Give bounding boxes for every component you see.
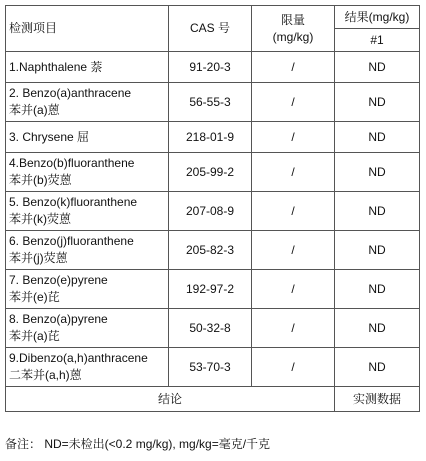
conclusion-value: 实测数据 (335, 387, 420, 412)
compound-name-en: 9.Dibenzo(a,h)anthracene (9, 351, 148, 365)
compound-name-en: 6. Benzo(j)fluoranthene (9, 234, 134, 248)
compound-name-cn: 苯并(k)荧蒽 (9, 212, 71, 226)
cas-number: 53-70-3 (169, 348, 252, 387)
header-item: 检测项目 (6, 6, 169, 52)
table-row (6, 52, 420, 83)
result-value: ND (335, 52, 420, 83)
result-value: ND (335, 309, 420, 348)
compound-name-cn: 苯并(j)荧蒽 (9, 251, 68, 265)
compound-name (6, 231, 169, 270)
limit-value: / (252, 83, 335, 122)
compound-name (6, 192, 169, 231)
cas-number: 91-20-3 (169, 52, 252, 83)
result-value: ND (335, 122, 420, 153)
limit-value: / (252, 153, 335, 192)
table-row (6, 83, 420, 122)
header-result: 结果(mg/kg) (335, 6, 420, 29)
header-limit-line1: 限量 (280, 12, 305, 27)
compound-name-en: 2. Benzo(a)anthracene (9, 86, 132, 100)
compound-name-en: 1.Naphthalene 萘 (9, 59, 103, 74)
compound-name-cn: 苯并(a)芘 (9, 329, 60, 343)
compound-name (6, 348, 169, 387)
compound-name (6, 270, 169, 309)
limit-value: / (252, 348, 335, 387)
limit-value: / (252, 192, 335, 231)
compound-name-en: 3. Chrysene 屈 (9, 129, 90, 144)
cas-number: 218-01-9 (169, 122, 252, 153)
header-cas: CAS 号 (169, 6, 252, 52)
conclusion-label: 结论 (6, 387, 335, 412)
table-row (6, 348, 420, 387)
compound-name-cn: 二苯并(a,h)蒽 (9, 368, 82, 382)
result-value: ND (335, 192, 420, 231)
compound-name-en: 7. Benzo(e)pyrene (9, 273, 108, 287)
cas-number: 56-55-3 (169, 83, 252, 122)
header-limit-line2: (mg/kg) (272, 29, 314, 44)
cas-number: 192-97-2 (169, 270, 252, 309)
cas-number: 50-32-8 (169, 309, 252, 348)
limit-value: / (252, 270, 335, 309)
table-row (6, 270, 420, 309)
compound-name-cn: 苯并(b)荧蒽 (9, 173, 72, 187)
test-results-table (5, 5, 420, 412)
cas-number: 207-08-9 (169, 192, 252, 231)
table-row (6, 231, 420, 270)
compound-name-cn: 苯并(a)蒽 (9, 103, 60, 117)
result-value: ND (335, 270, 420, 309)
limit-value: / (252, 231, 335, 270)
header-sample: #1 (335, 29, 420, 52)
compound-name-en: 4.Benzo(b)fluoranthene (9, 156, 135, 170)
conclusion-row (6, 387, 420, 412)
compound-name-cn: 苯并(e)芘 (9, 290, 60, 304)
header-limit (252, 6, 335, 52)
result-value: ND (335, 153, 420, 192)
compound-name (6, 122, 169, 153)
footnote: 备注： ND=未检出(<0.2 mg/kg), mg/kg=毫克/千克 (5, 437, 271, 451)
header-row (6, 6, 420, 29)
table-row (6, 153, 420, 192)
compound-name (6, 309, 169, 348)
result-value: ND (335, 348, 420, 387)
limit-value: / (252, 52, 335, 83)
table-row (6, 192, 420, 231)
compound-name-en: 5. Benzo(k)fluoranthene (9, 195, 138, 209)
cas-number: 205-82-3 (169, 231, 252, 270)
table-row (6, 122, 420, 153)
cas-number: 205-99-2 (169, 153, 252, 192)
table-row (6, 309, 420, 348)
limit-value: / (252, 309, 335, 348)
compound-name (6, 52, 169, 83)
compound-name-en: 8. Benzo(a)pyrene (9, 312, 108, 326)
limit-value: / (252, 122, 335, 153)
compound-name (6, 83, 169, 122)
result-value: ND (335, 231, 420, 270)
result-value: ND (335, 83, 420, 122)
compound-name (6, 153, 169, 192)
